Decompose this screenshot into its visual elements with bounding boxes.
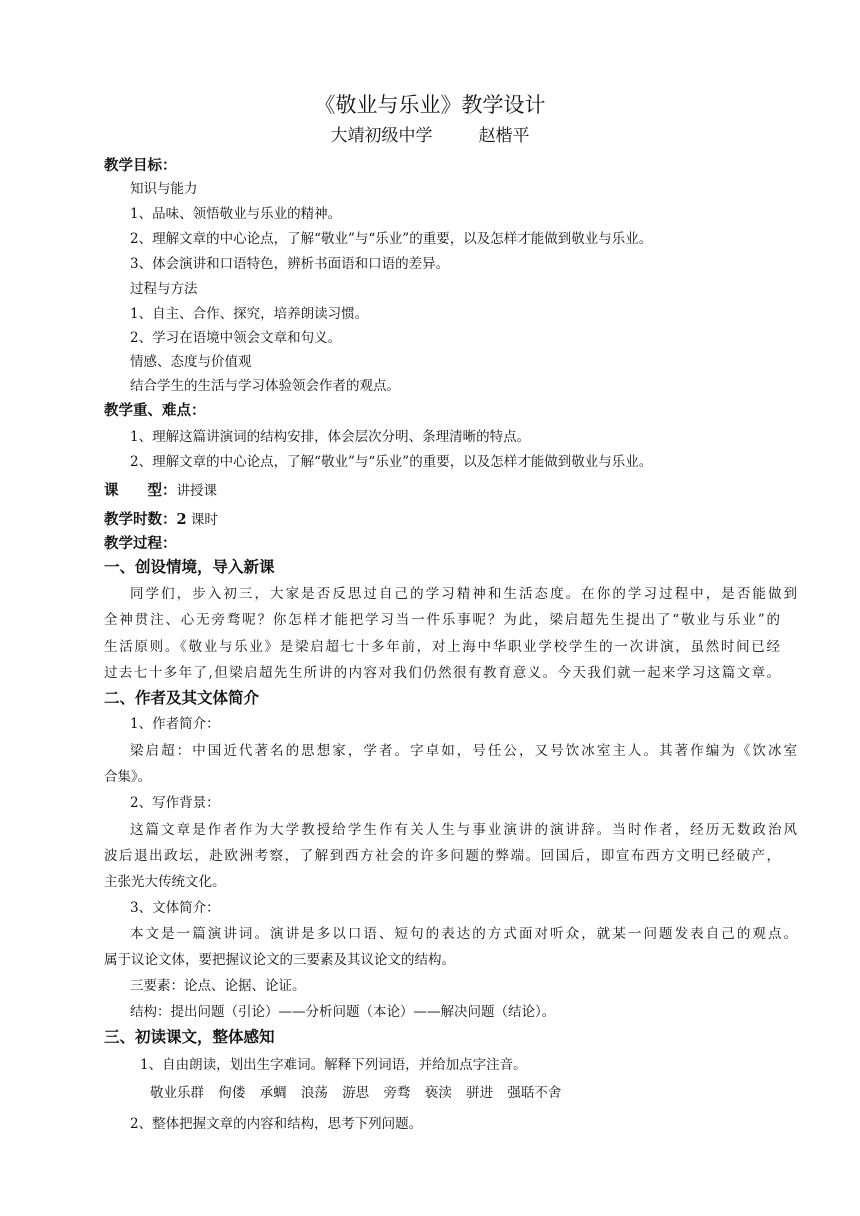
goals-knowledge-item-1: 1、品味、领悟敬业与乐业的精神。 <box>130 206 342 222</box>
teaching-hours-number: 2 <box>176 511 187 528</box>
goals-knowledge-item-2: 2、理解文章的中心论点，了解“敬业”与“乐业”的重要，以及怎样才能做到敬业与乐业。 <box>130 231 653 247</box>
section-1-line-2: 全神贯注、心无旁骛呢？你怎样才能把学习当一件乐事呢？为此，梁启超先生提出了“敬业与乐业”的 <box>104 612 780 628</box>
vocab-word: 承蜩 <box>259 1085 287 1101</box>
section-1-line-3: 生活原则。《敬业与乐业》是梁启超七十多年前，对上海中华职业学校学生的一次讲演，虽然时间已经 <box>104 639 780 655</box>
author-name: 赵楷平 <box>478 126 530 146</box>
background-heading: 2、写作背景： <box>130 795 220 811</box>
section-1-line-4: 过去七十多年了,但梁启超先生所讲的内容对我们仍然很有教育意义。今天我们就一起来学习这篇文章。 <box>104 665 780 681</box>
genre-intro-line-1: 本文是一篇演讲词。演讲是多以口语、短句的表达的方式面对听众，就某一问题发表自己的观点。 <box>130 926 797 942</box>
section-1-line-1: 同学们，步入初三，大家是否反思过自己的学习精神和生活态度。在你的学习过程中，是否能做到 <box>130 586 797 602</box>
vocab-word: 旁骛 <box>383 1085 411 1101</box>
key-points-heading: 教学重、难点： <box>104 402 206 419</box>
author-intro-line-2: 合集》。 <box>104 769 152 785</box>
goals-process-item-1: 1、自主、合作、探究，培养朗读习惯。 <box>130 306 369 322</box>
genre-intro-line-4: 结构：提出问题（引论）——分析问题（本论）——解决问题（结论）。 <box>130 1004 556 1020</box>
vocab-word: 亵渎 <box>424 1085 452 1101</box>
document-title: 《敬业与乐业》教学设计 <box>314 93 546 117</box>
school-name: 大靖初级中学 <box>330 126 433 146</box>
teaching-hours-label: 教学时数： <box>104 511 177 528</box>
vocab-word: 佝偻 <box>218 1085 246 1101</box>
author-intro-line-1: 梁启超：中国近代著名的思想家，学者。字卓如，号任公，又号饮冰室主人。其著作编为《饮冰室 <box>130 743 797 759</box>
goals-knowledge-heading: 知识与能力 <box>130 181 198 197</box>
vocab-word: 游思 <box>342 1085 370 1101</box>
vocab-word: 骈进 <box>466 1085 494 1101</box>
vocab-word: 浪荡 <box>300 1085 328 1101</box>
key-point-1: 1、理解这篇讲演词的结构安排，体会层次分明、条理清晰的特点。 <box>130 429 531 445</box>
section-2-heading: 二、作者及其文体简介 <box>104 688 260 707</box>
section-3-heading: 三、初读课文，整体感知 <box>104 1027 275 1046</box>
teaching-hours-unit: 课时 <box>190 512 218 528</box>
course-type <box>104 481 217 501</box>
reading-task-1: 1、自由朗读，划出生字难词。解释下列词语，并给加点字注音。 <box>140 1057 527 1073</box>
section-1-heading: 一、创设情境，导入新课 <box>104 557 275 576</box>
goals-process-item-2: 2、学习在语境中领会文章和句义。 <box>130 330 342 346</box>
genre-intro-line-2: 属于议论文体，要把握议论文的三要素及其议论文的结构。 <box>104 952 455 968</box>
vocabulary-list <box>150 1083 571 1103</box>
process-heading: 教学过程： <box>104 535 177 552</box>
key-point-2: 2、理解文章的中心论点，了解“敬业”与“乐业”的重要，以及怎样才能做到敬业与乐业。 <box>130 454 653 470</box>
vocab-word: 强聒不舍 <box>507 1085 562 1101</box>
background-line-1: 这篇文章是作者作为大学教授给学生作有关人生与事业演讲的演讲辞。当时作者，经历无数政治风 <box>130 822 797 838</box>
goals-heading: 教学目标： <box>104 157 177 174</box>
course-type-label: 课 型： <box>104 482 177 499</box>
goals-emotion-item-1: 结合学生的生活与学习体验领会作者的观点。 <box>130 378 400 394</box>
goals-process-heading: 过程与方法 <box>130 281 198 297</box>
reading-task-2: 2、整体把握文章的内容和结构，思考下列问题。 <box>130 1116 423 1132</box>
background-line-2: 波后退出政坛，赴欧洲考察，了解到西方社会的许多问题的弊端。回国后，即宣布西方文明已经破产， <box>104 848 780 864</box>
vocab-word: 敬业乐群 <box>150 1085 204 1101</box>
goals-knowledge-item-3: 3、体会演讲和口语特色，辨析书面语和口语的差异。 <box>130 256 450 272</box>
background-line-3: 主张光大传统文化。 <box>104 874 226 890</box>
genre-intro-heading: 3、文体简介： <box>130 900 220 916</box>
teaching-hours <box>104 510 218 530</box>
document-subtitle <box>0 124 860 148</box>
course-type-value: 讲授课 <box>176 483 217 499</box>
goals-emotion-heading: 情感、态度与价值观 <box>130 354 252 370</box>
genre-intro-line-3: 三要素：论点、论据、论证。 <box>130 978 306 994</box>
author-intro-heading: 1、作者简介： <box>130 716 220 732</box>
